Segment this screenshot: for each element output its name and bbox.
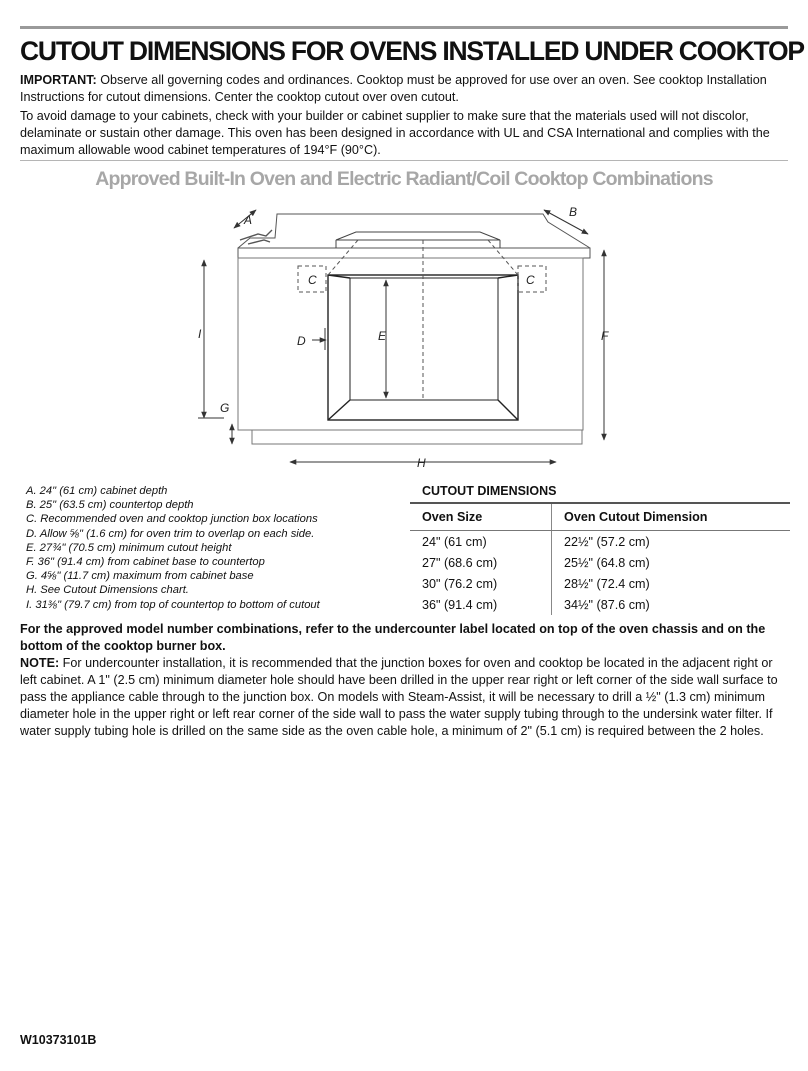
dimension-legend xyxy=(26,484,406,612)
table-row xyxy=(410,594,790,615)
cooktop-burner-box xyxy=(336,232,500,248)
junction-box-label-left: C xyxy=(308,273,317,287)
table-title: CUTOUT DIMENSIONS xyxy=(422,484,557,498)
approved-combinations-note: For the approved model number combinations, refer to the undercounter label located on top of the oven chassis and on the bottom of the cooktop burner box. xyxy=(20,622,766,653)
legend-item-d: D. Allow ⅝" (1.6 cm) for oven trim to overlap on each side. xyxy=(26,527,315,540)
installation-note xyxy=(20,655,790,740)
dim-label-h: H xyxy=(417,456,426,470)
projection-lines xyxy=(298,240,546,400)
important-text: Observe all governing codes and ordinances. Cooktop must be approved for use over an oven. See cooktop Installation Instructions for cutout dimensions. Center the cooktop cutout over oven cutout. xyxy=(20,73,767,104)
dim-label-b: B xyxy=(569,205,578,219)
table-header-row xyxy=(410,503,790,531)
legend-item-h: H. See Cutout Dimensions chart. xyxy=(26,584,189,597)
dim-label-i: I xyxy=(198,327,202,341)
page-title: CUTOUT DIMENSIONS FOR OVENS INSTALLED UNDER COOKTOP xyxy=(20,36,804,66)
legend-item-c: C. Recommended oven and cooktop junction box locations xyxy=(26,513,318,526)
header-oven-size: Oven Size xyxy=(410,503,552,531)
table-row xyxy=(410,552,790,573)
oven-size-cell: 24" (61 cm) xyxy=(422,534,487,549)
legend-item-a: A. 24" (61 cm) cabinet depth xyxy=(26,485,168,497)
important-label: IMPORTANT: xyxy=(20,73,97,87)
dim-label-g: G xyxy=(220,401,230,415)
note-text: For undercounter installation, it is recommended that the junction boxes for oven and cooktop be located in the adjacent right or left cabinet. A 1" (2.5 cm) minimum diameter hole should have been drilled in the upper rear right or left corner of the side wall surface to pass the appliance cable through to the junction box. On models with Steam-Assist, it will be necessary to drill a ½" (1.3 cm) minimum diameter hole in the upper right or left rear corner of the side wall to pass the water supply tubing through to the undersink water filter. If water supply tubing hole is drilled on the same side as the oven cable hole, a minimum of 2" (5.1 cm) is required between the 2 holes. xyxy=(20,656,778,738)
cutout-dimension-cell: 28½" (72.4 cm) xyxy=(552,573,790,594)
legend-item-g: G. 4⅝" (11.7 cm) maximum from cabinet base xyxy=(26,570,254,583)
legend-item-f: F. 36" (91.4 cm) from cabinet base to countertop xyxy=(26,556,265,569)
note-label: NOTE: xyxy=(20,656,60,670)
cutout-diagram xyxy=(180,200,620,475)
document-code: W10373101B xyxy=(20,1033,97,1047)
section-title: Approved Built-In Oven and Electric Radiant/Coil Cooktop Combinations xyxy=(95,168,713,190)
table-row xyxy=(410,573,790,594)
cutout-dimensions-table xyxy=(410,502,790,615)
dim-label-e: E xyxy=(378,329,387,343)
dim-label-d: D xyxy=(297,334,306,348)
cutout-dimension-cell: 22½" (57.2 cm) xyxy=(552,531,790,553)
damage-paragraph: To avoid damage to your cabinets, check with your builder or cabinet supplier to make sure that the materials used will not discolor, delaminate or sustain other damage. This oven has been designed in accordance with UL and CSA International and complies with the maximum allowable wood cabinet temperatures of 194°F (90°C). xyxy=(20,109,770,157)
legend-item-e: E. 27¾" (70.5 cm) minimum cutout height xyxy=(26,541,232,554)
top-rule xyxy=(20,26,788,29)
oven-size-cell: 36" (91.4 cm) xyxy=(422,597,498,612)
table-row xyxy=(410,531,790,553)
oven-size-cell: 30" (76.2 cm) xyxy=(422,576,498,591)
legend-item-b: B. 25" (63.5 cm) countertop depth xyxy=(26,499,194,512)
junction-box-label-right: C xyxy=(526,273,535,287)
cutout-dimension-cell: 34½" (87.6 cm) xyxy=(552,594,790,615)
important-paragraph xyxy=(20,72,790,106)
countertop xyxy=(238,214,590,258)
section-divider xyxy=(20,160,788,161)
dim-label-f: F xyxy=(601,329,609,343)
header-cutout-dimension: Oven Cutout Dimension xyxy=(552,503,790,531)
oven-size-cell: 27" (68.6 cm) xyxy=(422,555,498,570)
cabinet-base xyxy=(252,430,582,444)
legend-item-i: I. 31⅜" (79.7 cm) from top of countertop to bottom of cutout xyxy=(26,598,320,611)
dim-label-a: A xyxy=(244,213,253,227)
cutout-dimension-cell: 25½" (64.8 cm) xyxy=(552,552,790,573)
